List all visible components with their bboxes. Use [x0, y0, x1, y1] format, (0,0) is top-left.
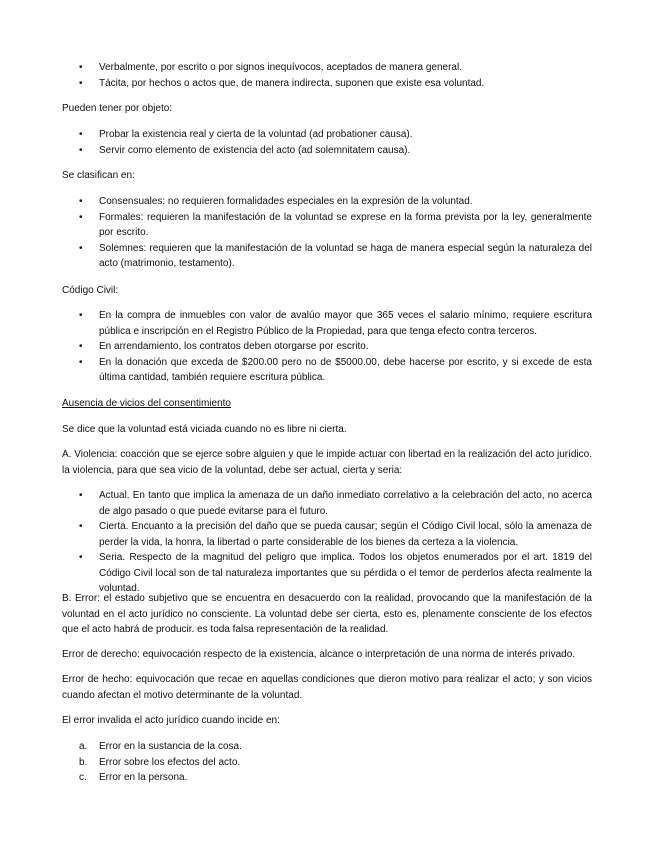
paragraph-violencia: A. Violencia: coacción que se ejerce sobre alguien y que le impide actuar con libertad en la realización del acto jurídico. la violencia, para que sea vicio de la voluntad, debe ser actual, cierta y seria: [62, 449, 592, 476]
paragraph-error: B. Error: el estado subjetivo que se encuentra en desacuerdo con la realidad, provocando que la manifestación de la voluntad en el acto jurídico no consciente. La voluntad debe ser cierta, esto es, plenamente consciente de los efectos que el acto habrá de producir. es toda falsa representación de la realidad. [62, 593, 592, 635]
list-marker: a. [79, 741, 88, 752]
list-item: • En la donación que exceda de $200.00 pero no de $5000.00, debe hacerse por escrito, y si excede de esta última cantidad, también requiere escritura pública. [79, 356, 592, 383]
bullet-icon: • [79, 129, 83, 140]
invalida-list [62, 739, 592, 786]
list-marker: b. [79, 756, 88, 768]
bullet-icon: • [79, 356, 83, 368]
forma-expresion-list [62, 60, 592, 91]
bullet-icon: • [79, 242, 83, 254]
paragraph-invalida: El error invalida el acto jurídico cuando incide en: [62, 715, 280, 726]
bullet-icon: • [79, 144, 83, 156]
bullet-icon: • [79, 521, 83, 532]
paragraph-viciada: Se dice que la voluntad está viciada cuando no es libre ni cierta. [62, 424, 347, 435]
paragraph-error-hecho: Error de hecho: equivocación que recae en aquellas condiciones que dieron motivo para realizar el acto; y son vicios cuando afectan el motivo determinante de la voluntad. [62, 674, 592, 701]
bullet-icon: • [79, 62, 83, 73]
codigo-civil-heading: Código Civil: [62, 285, 119, 296]
section-heading-ausencia: Ausencia de vicios del consentimiento [62, 398, 231, 409]
bullet-icon: • [79, 552, 83, 563]
bullet-icon: • [79, 211, 83, 223]
objeto-heading: Pueden tener por objeto: [62, 103, 173, 114]
clasifican-heading: Se clasifican en: [62, 170, 135, 181]
list-item: • Probar la existencia real y cierta de la voluntad (ad probationer causa). [62, 127, 592, 143]
list-item: • En arrendamiento, los contratos deben otorgarse por escrito. [62, 339, 592, 355]
objeto-list [62, 127, 592, 158]
list-item: • Servir como elemento de existencia del acto (ad solemnitatem causa). [62, 143, 592, 159]
list-marker: c. [79, 772, 87, 783]
list-item: • Formales: requieren la manifestación de la voluntad se exprese en la forma prevista por la ley, generalmente por escrito. [79, 211, 592, 238]
violencia-list [62, 488, 592, 597]
list-item: a. Error en la sustancia de la cosa. [62, 739, 592, 755]
bullet-icon: • [79, 310, 83, 321]
codigo-civil-list [62, 308, 592, 386]
list-item: • En la compra de inmuebles con valor de avalúo mayor que 365 veces el salario mínimo, requiere escritura pública e inscripción en el Registro Público de la Propiedad, para que tenga efecto contra terceros. [79, 310, 592, 337]
list-item: • Cierta. Encuanto a la precisión del daño que se pueda causar; según el Código Civil local, sólo la amenaza de perder la vida, la honra, la libertad o parte considerable de los bienes da certeza a la violencia. [79, 521, 592, 548]
bullet-icon: • [79, 77, 83, 89]
bullet-icon: • [79, 341, 83, 352]
list-item: • Verbalmente, por escrito o por signos inequívocos, aceptados de manera general. [62, 60, 592, 76]
bullet-icon: • [79, 490, 83, 501]
clasifican-list [62, 194, 592, 272]
paragraph-error-derecho: Error de derecho: equivocación respecto de la existencia, alcance o interpretación de una norma de interés privado. [62, 649, 576, 660]
list-item: • Seria. Respecto de la magnitud del peligro que implica. Todos los objetos enumerados por el art. 1819 del Código Civil local son de tal naturaleza importantes que su pérdida o el temor de perderlos afecta realmente la voluntad. [79, 552, 592, 594]
list-item: • Solemnes: requieren que la manifestación de la voluntad se haga de manera especial según la naturaleza del acto (matrimonio, testamento). [79, 242, 592, 269]
list-item: • Tácita, por hechos o actos que, de manera indirecta, suponen que existe esa voluntad. [62, 76, 592, 92]
list-item: c. Error en la persona. [62, 770, 592, 786]
list-item: • Consensuales: no requieren formalidades especiales en la expresión de la voluntad. [62, 194, 592, 210]
list-item: b. Error sobre los efectos del acto. [62, 755, 592, 771]
list-item: • Actual. En tanto que implica la amenaza de un daño inmediato correlativo a la celebración del acto, no acerca de algo pasado o que puede evitarse para el futuro. [79, 490, 592, 517]
bullet-icon: • [79, 196, 83, 207]
